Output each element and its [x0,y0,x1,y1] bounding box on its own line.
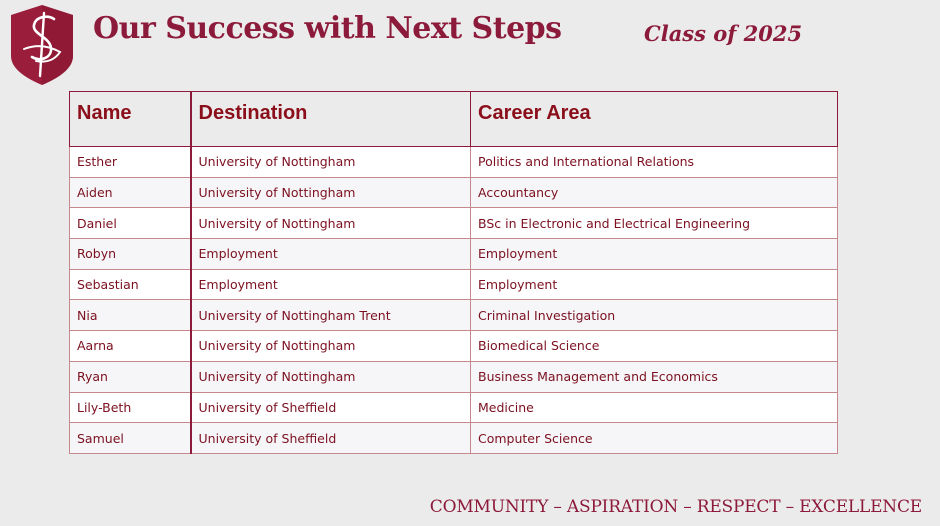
destination-cell: University of Nottingham [191,177,471,208]
table-row [70,177,838,208]
career-area-cell: Employment [471,239,838,270]
table-row [70,269,838,300]
destinations-table [69,91,838,454]
student-name-cell: Aiden [70,177,191,208]
destination-cell: University of Nottingham [191,331,471,362]
table-row [70,147,838,178]
class-year-label: Class of 2025 [644,21,803,46]
student-name-cell: Ryan [70,361,191,392]
column-header-career-area: Career Area [471,92,838,147]
school-values-footer: COMMUNITY – ASPIRATION – RESPECT – EXCELLENCE [429,497,922,517]
column-header-destination: Destination [191,92,471,147]
table-row [70,239,838,270]
table-header-row [70,92,838,147]
career-area-cell: Biomedical Science [471,331,838,362]
destination-cell: University of Nottingham [191,361,471,392]
destination-cell: University of Nottingham Trent [191,300,471,331]
career-area-cell: Criminal Investigation [471,300,838,331]
destination-cell: University of Nottingham [191,208,471,239]
career-area-cell: Medicine [471,392,838,423]
student-name-cell: Lily-Beth [70,392,191,423]
destination-cell: Employment [191,269,471,300]
table-row [70,423,838,454]
career-area-cell: Politics and International Relations [471,147,838,178]
career-area-cell: BSc in Electronic and Electrical Engineering [471,208,838,239]
destination-cell: University of Nottingham [191,147,471,178]
career-area-cell: Business Management and Economics [471,361,838,392]
table-row [70,300,838,331]
table-row [70,392,838,423]
student-name-cell: Robyn [70,239,191,270]
student-name-cell: Nia [70,300,191,331]
student-name-cell: Sebastian [70,269,191,300]
career-area-cell: Employment [471,269,838,300]
table-row [70,331,838,362]
school-crest-icon [10,4,74,86]
student-name-cell: Aarna [70,331,191,362]
career-area-cell: Accountancy [471,177,838,208]
student-name-cell: Samuel [70,423,191,454]
destination-cell: University of Sheffield [191,423,471,454]
table-row [70,361,838,392]
student-name-cell: Daniel [70,208,191,239]
column-header-name: Name [70,92,191,147]
career-area-cell: Computer Science [471,423,838,454]
destination-cell: University of Sheffield [191,392,471,423]
page-title: Our Success with Next Steps [93,11,562,46]
student-name-cell: Esther [70,147,191,178]
destination-cell: Employment [191,239,471,270]
table-row [70,208,838,239]
